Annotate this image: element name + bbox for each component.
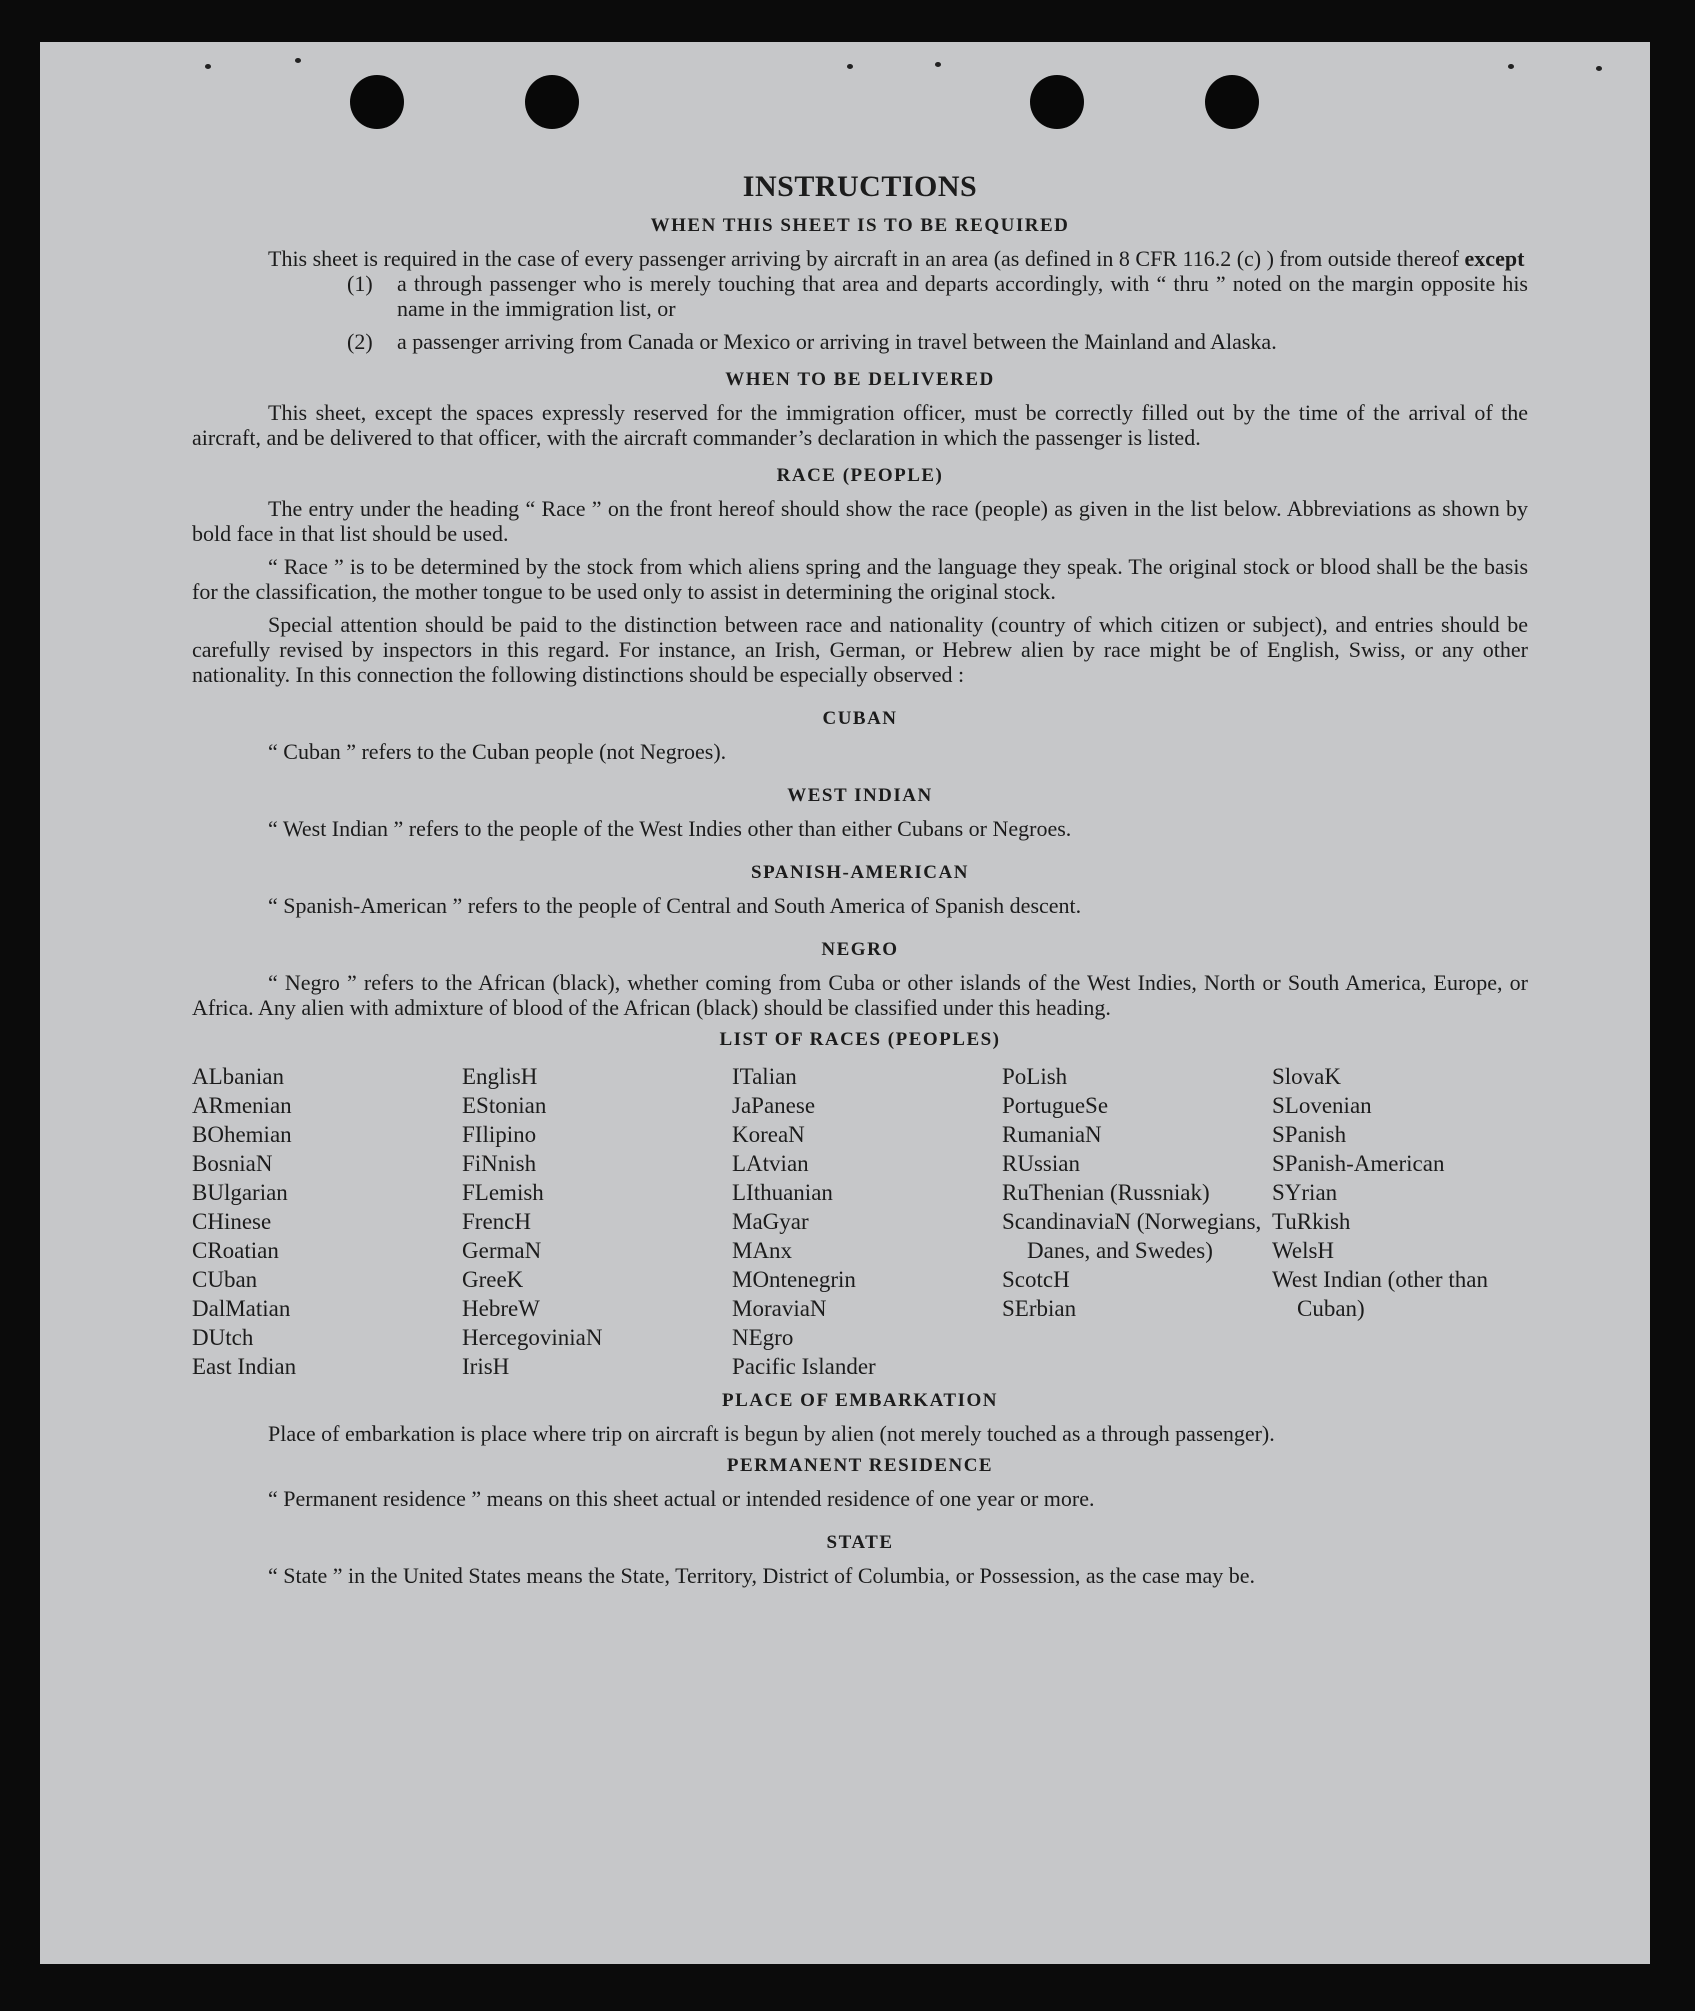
heading-when-delivered: WHEN TO BE DELIVERED xyxy=(725,369,995,390)
race-entry: CRoatian xyxy=(192,1238,279,1263)
race-entry: PoLish xyxy=(1002,1064,1068,1089)
race-entry: PortugueSe xyxy=(1002,1093,1109,1118)
when-required-intro: This sheet is required in the case of every passenger arriving by aircraft in an area (as defined in 8 CFR 116.2 (c) ) from outside thereof except xyxy=(268,246,1525,271)
spanish-american-text: “ Spanish-American ” refers to the people of Central and South America of Spanish descent. xyxy=(268,893,1082,918)
speck xyxy=(1508,64,1514,69)
race-entry: FIlipino xyxy=(462,1122,537,1147)
cuban-text: “ Cuban ” refers to the Cuban people (not Negroes). xyxy=(268,739,727,764)
embarkation-text: Place of embarkation is place where trip on aircraft is begun by alien (not merely touched as a through passenger). xyxy=(268,1421,1275,1446)
race-entry: EStonian xyxy=(462,1093,547,1118)
race-entry: Pacific Islander xyxy=(732,1354,876,1379)
race-entry: EnglisH xyxy=(462,1064,538,1089)
race-entry: SLovenian xyxy=(1272,1093,1372,1118)
heading-cuban: CUBAN xyxy=(822,708,898,729)
race-entry: CHinese xyxy=(192,1209,272,1234)
race-entry: SErbian xyxy=(1002,1296,1077,1321)
speck xyxy=(205,64,211,69)
race-entry: GermaN xyxy=(462,1238,542,1263)
race-entry: HebreW xyxy=(462,1296,540,1321)
races-column xyxy=(192,1062,462,1381)
race-entry: IrisH xyxy=(462,1354,510,1379)
race-entry: SPanish-American xyxy=(1272,1151,1445,1176)
race-entry: East Indian xyxy=(192,1354,297,1379)
document-sheet xyxy=(40,42,1650,1964)
race-entry: TuRkish xyxy=(1272,1209,1351,1234)
race-entry: BosniaN xyxy=(192,1151,273,1176)
race-entry: ScotcH xyxy=(1002,1267,1070,1292)
heading-place-of-embarkation: PLACE OF EMBARKATION xyxy=(722,1390,998,1411)
race-entry: FiNnish xyxy=(462,1151,537,1176)
heading-spanish-american: SPANISH-AMERICAN xyxy=(751,862,969,883)
race-entry: BOhemian xyxy=(192,1122,292,1147)
heading-race: RACE (PEOPLE) xyxy=(776,465,944,486)
west-indian-text: “ West Indian ” refers to the people of the West Indies other than either Cubans or Negroes. xyxy=(268,816,1072,841)
race-entry: SPanish xyxy=(1272,1122,1347,1147)
residence-text: “ Permanent residence ” means on this sheet actual or intended residence of one year or more. xyxy=(268,1486,1095,1511)
race-entry: HercegoviniaN xyxy=(462,1325,603,1350)
speck xyxy=(847,64,853,69)
races-list xyxy=(192,1062,1528,1381)
exception-item: (2) a passenger arriving from Canada or Mexico or arriving in travel between the Mainland and Alaska. xyxy=(347,329,1277,354)
race-entry: GreeK xyxy=(462,1267,524,1292)
heading-state: STATE xyxy=(826,1532,894,1553)
punch-hole xyxy=(350,75,404,129)
race-paragraph: The entry under the heading “ Race ” on the front hereof should show the race (people) as given in the list below. Abbreviations as shown by bold face in that list should be used. xyxy=(192,496,1528,546)
heading-when-required: WHEN THIS SHEET IS TO BE REQUIRED xyxy=(650,215,1070,236)
race-entry: FLemish xyxy=(462,1180,544,1205)
race-entry: MAnx xyxy=(732,1238,793,1263)
race-entry: KoreaN xyxy=(732,1122,805,1147)
exception-item: (1) a through passenger who is merely touching that area and departs accordingly, with “ thru ” noted on the margin opposite his name in the immigration list, or xyxy=(347,271,1528,321)
race-entry: LIthuanian xyxy=(732,1180,833,1205)
race-paragraph: “ Race ” is to be determined by the stock from which aliens spring and the language they speak. The original stock or blood shall be the basis for the classification, the mother tongue to be used only to assist in determining the original stock. xyxy=(192,554,1528,604)
negro-text: “ Negro ” refers to the African (black), whether coming from Cuba or other islands of the West Indies, North or South America, Europe, or Africa. Any alien with admixture of blood of the African (black) should be classified under this heading. xyxy=(192,970,1528,1020)
races-column xyxy=(1272,1062,1528,1381)
instructions-content xyxy=(192,170,1528,1588)
race-entry: MOntenegrin xyxy=(732,1267,856,1292)
race-entry: BUlgarian xyxy=(192,1180,288,1205)
race-paragraph: Special attention should be paid to the distinction between race and nationality (country of which citizen or subject), and entries should be carefully revised by inspectors in this regard. For instance, an Irish, German, or Hebrew alien by race might be of English, Swiss, or any other nationality. In this connection the following distinctions should be especially observed : xyxy=(192,612,1528,687)
race-entry: RuThenian (Russniak) xyxy=(1002,1180,1210,1205)
heading-permanent-residence: PERMANENT RESIDENCE xyxy=(726,1455,994,1476)
race-entry: SYrian xyxy=(1272,1180,1338,1205)
race-entry: LAtvian xyxy=(732,1151,809,1176)
race-entry: ALbanian xyxy=(192,1064,284,1089)
races-column xyxy=(732,1062,1002,1381)
race-entry: WelsH xyxy=(1272,1238,1335,1263)
races-column xyxy=(1002,1062,1272,1381)
race-entry: MaGyar xyxy=(732,1209,809,1234)
except-emphasis: except xyxy=(1464,246,1525,271)
when-delivered-text: This sheet, except the spaces expressly reserved for the immigration officer, must be correctly filled out by the time of the arrival of the aircraft, and be delivered to that officer, with the aircraft commander’s declaration in which the passenger is listed. xyxy=(192,400,1528,450)
punch-hole xyxy=(1030,75,1084,129)
race-entry: ScandinaviaN (Norwegians, Danes, and Swedes) xyxy=(1002,1209,1262,1263)
race-entry: ARmenian xyxy=(192,1093,292,1118)
race-entry: FrencH xyxy=(462,1209,531,1234)
race-entry: RumaniaN xyxy=(1002,1122,1102,1147)
race-entry: JaPanese xyxy=(732,1093,816,1118)
punch-hole xyxy=(1205,75,1259,129)
speck xyxy=(935,62,941,67)
race-entry: CUban xyxy=(192,1267,258,1292)
race-entry: MoraviaN xyxy=(732,1296,827,1321)
heading-negro: NEGRO xyxy=(821,939,899,960)
race-entry: SlovaK xyxy=(1272,1064,1341,1089)
punch-hole xyxy=(525,75,579,129)
race-entry: DalMatian xyxy=(192,1296,291,1321)
race-entry: NEgro xyxy=(732,1325,794,1350)
state-text: “ State ” in the United States means the State, Territory, District of Columbia, or Possession, as the case may be. xyxy=(268,1563,1256,1588)
heading-west-indian: WEST INDIAN xyxy=(787,785,933,806)
races-column xyxy=(462,1062,732,1381)
race-entry: RUssian xyxy=(1002,1151,1080,1176)
race-entry: DUtch xyxy=(192,1325,254,1350)
speck xyxy=(1596,66,1602,71)
race-entry: West Indian (other than Cuban) xyxy=(1272,1267,1488,1321)
page-title: INSTRUCTIONS xyxy=(742,170,978,203)
speck xyxy=(295,58,301,63)
race-entry: ITalian xyxy=(732,1064,797,1089)
heading-list-of-races: LIST OF RACES (PEOPLES) xyxy=(719,1029,1001,1050)
